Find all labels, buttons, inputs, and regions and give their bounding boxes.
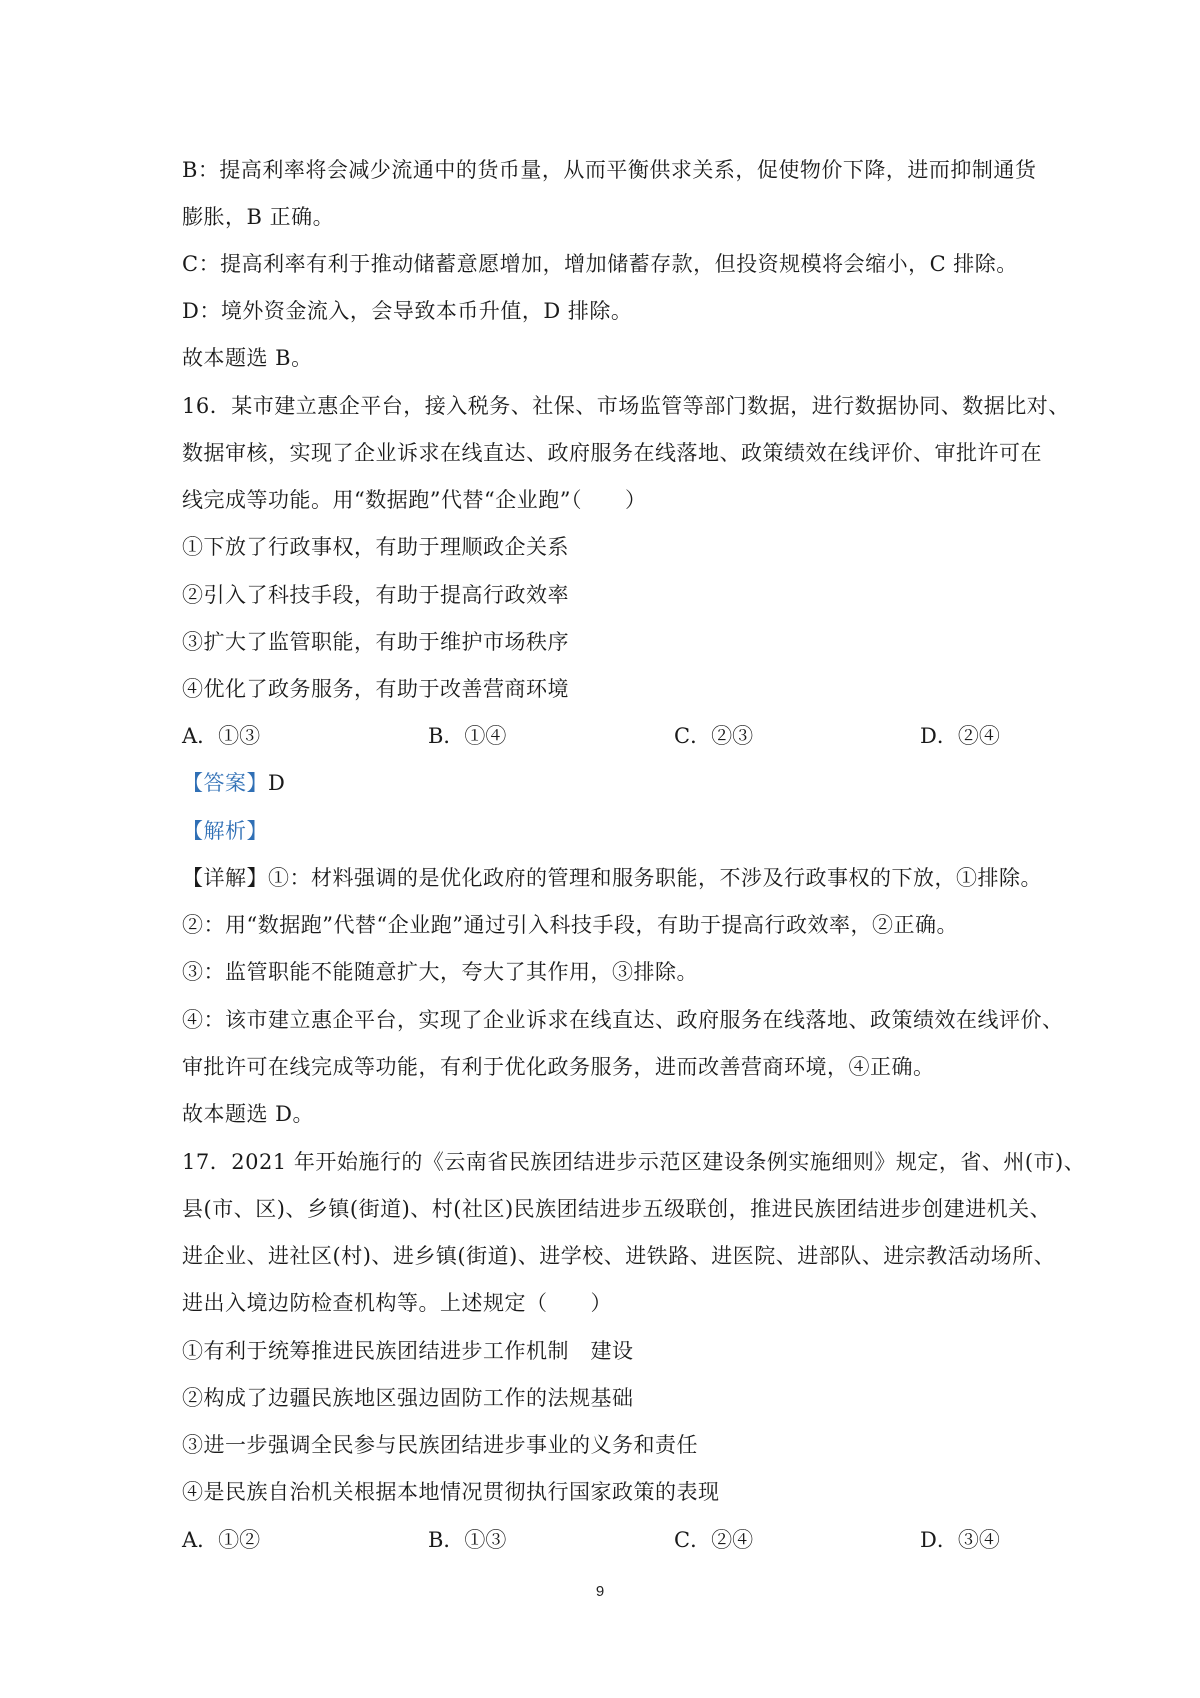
q16-option-d: D．②④	[920, 724, 1000, 748]
text-line: D：境外资金流入，会导致本币升值，D 排除。	[182, 299, 633, 323]
detail-line: ④：该市建立惠企平台，实现了企业诉求在线直达、政府服务在线落地、政策绩效在线评价、	[182, 1008, 1064, 1032]
statement-item: ①有利于统筹推进民族团结进步工作机制 建设	[182, 1339, 634, 1363]
answer-line	[182, 769, 285, 797]
q17-option-b: B．①③	[428, 1528, 507, 1552]
analysis-line	[182, 817, 268, 845]
answer-value: D	[268, 771, 286, 795]
question-17-stem: 进出入境边防检查机构等。上述规定（ ）	[182, 1291, 612, 1315]
detail-line: ②：用“数据跑”代替“企业跑”通过引入科技手段，有助于提高行政效率，②正确。	[182, 913, 958, 937]
statement-item: ①下放了行政事权，有助于理顺政企关系	[182, 535, 569, 559]
text-line: B：提高利率将会减少流通中的货币量，从而平衡供求关系，促使物价下降，进而抑制通货	[182, 158, 1037, 182]
statement-item: ②构成了边疆民族地区强边固防工作的法规基础	[182, 1386, 634, 1410]
text-line: 膨胀，B 正确。	[182, 205, 335, 229]
statement-item: ②引入了科技手段，有助于提高行政效率	[182, 583, 569, 607]
detail-line: 故本题选 D。	[182, 1102, 315, 1126]
q17-option-c: C．②④	[674, 1528, 754, 1552]
statement-item: ④是民族自治机关根据本地情况贯彻执行国家政策的表现	[182, 1480, 720, 1504]
detail-line: ③：监管职能不能随意扩大，夸大了其作用，③排除。	[182, 960, 698, 984]
question-17-stem: 县(市、区)、乡镇(街道)、村(社区)民族团结进步五级联创，推进民族团结进步创建进机关、	[182, 1197, 1052, 1221]
detail-line	[182, 864, 1042, 892]
answer-tag: 【答案】	[182, 771, 268, 795]
page-number: 9	[595, 1583, 605, 1600]
detail-tag: 【详解】	[182, 866, 268, 890]
detail-line: 审批许可在线完成等功能，有利于优化政务服务，进而改善营商环境，④正确。	[182, 1055, 935, 1079]
text-line: 故本题选 B。	[182, 346, 313, 370]
question-17-stem: 17．2021 年开始施行的《云南省民族团结进步示范区建设条例实施细则》规定，省、州(市)、	[182, 1150, 1086, 1174]
statement-item: ③扩大了监管职能，有助于维护市场秩序	[182, 630, 569, 654]
detail-text: ①：材料强调的是优化政府的管理和服务职能，不涉及行政事权的下放，①排除。	[268, 866, 1042, 890]
q16-option-a: A．①③	[182, 724, 261, 748]
q17-option-d: D．③④	[920, 1528, 1000, 1552]
statement-item: ③进一步强调全民参与民族团结进步事业的义务和责任	[182, 1433, 698, 1457]
question-16-stem: 线完成等功能。用“数据跑”代替“企业跑”（ ）	[182, 488, 647, 512]
q16-option-c: C．②③	[674, 724, 754, 748]
question-17-stem: 进企业、进社区(村)、进乡镇(街道)、进学校、进铁路、进医院、进部队、进宗教活动场所、	[182, 1244, 1056, 1268]
q17-option-a: A．①②	[182, 1528, 261, 1552]
question-16-stem: 16．某市建立惠企平台，接入税务、社保、市场监管等部门数据，进行数据协同、数据比对、	[182, 394, 1070, 418]
q16-option-b: B．①④	[428, 724, 507, 748]
analysis-tag: 【解析】	[182, 819, 268, 843]
question-16-stem: 数据审核，实现了企业诉求在线直达、政府服务在线落地、政策绩效在线评价、审批许可在	[182, 441, 1042, 465]
text-line: C：提高利率有利于推动储蓄意愿增加，增加储蓄存款，但投资规模将会缩小，C 排除。	[182, 252, 1018, 276]
statement-item: ④优化了政务服务，有助于改善营商环境	[182, 677, 569, 701]
